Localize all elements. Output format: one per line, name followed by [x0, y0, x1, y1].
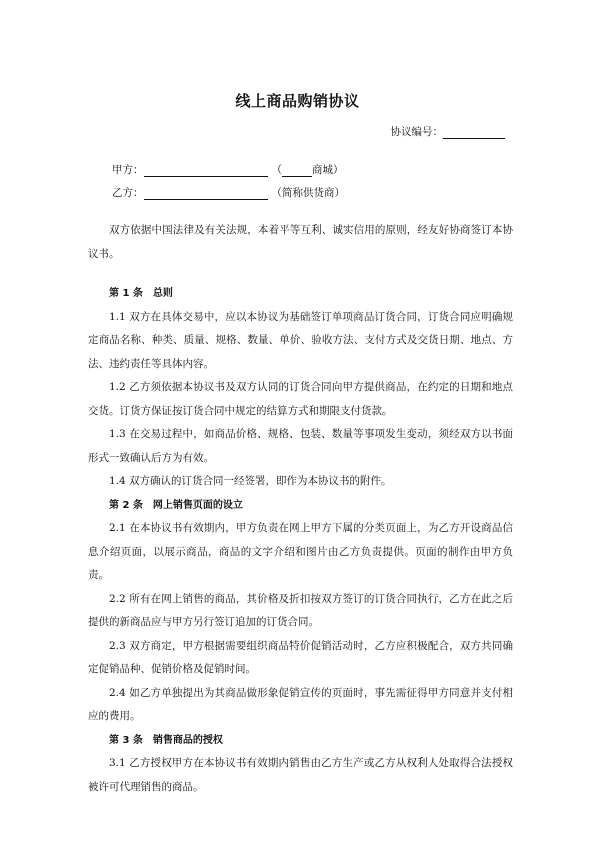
- party-b-paren: （简称供货商）: [271, 187, 345, 199]
- party-a-blank: [144, 165, 268, 177]
- section-1-paragraph: 1.4 双方确认的订货合同一经签署，即作为本协议书的附件。: [109, 475, 392, 487]
- section-1-paragraph: 1.3 在交易过程中，如商品价格、规格、包装、数量等事项发生变动，须经双方以书面形式一致确认后方为有效。: [88, 428, 513, 464]
- party-a-paren-close: 商城）: [312, 164, 344, 176]
- section-1-paragraph: 1.2 乙方须依据本协议书及双方认同的订货合同向甲方提供商品，在约定的日期和地点交货。订货方保证按订货合同中规定的结算方式和期限支付货款。: [88, 381, 513, 417]
- party-b-blank: [144, 188, 268, 200]
- party-a-paren-open: （: [271, 164, 282, 176]
- party-a-mall-blank: [282, 165, 312, 177]
- section-3-heading: 第 3 条 销售商品的授权: [109, 734, 223, 746]
- section-1-heading: 第 1 条 总则: [109, 288, 173, 299]
- document-title: 线上商品购销协议: [235, 92, 360, 110]
- section-2-paragraph: 2.2 所有在网上销售的商品，其价格及折扣按双方签订的订货合同执行，乙方在此之后提供的新商品应与甲方另行签订追加的订货合同。: [88, 592, 513, 628]
- document-body: [88, 219, 513, 799]
- party-a-label: 甲方：: [112, 164, 144, 176]
- section-2-paragraph: 2.4 如乙方单独提出为其商品做形象促销宣传的页面时，事先需征得甲方同意并支付相应的费用。: [88, 686, 513, 722]
- agreement-number-blank: [443, 127, 505, 139]
- section-1-paragraph: 1.1 双方在具体交易中，应以本协议为基础签订单项商品订货合同，订货合同应明确规定商品名称、种类、质量、规格、数量、单价、验收方法、支付方式及交货日期、地点、方法、违约责任等具体内容。: [88, 310, 513, 370]
- agreement-number-row: [391, 124, 506, 139]
- agreement-number-label: 协议编号：: [390, 126, 443, 138]
- party-b-row: [112, 185, 345, 200]
- party-a-row: [112, 162, 344, 177]
- section-2-paragraph: 2.3 双方商定，甲方根据需要组织商品特价促销活动时，乙方应积极配合，双方共同确定促销品种、促销价格及促销时间。: [88, 639, 513, 675]
- section-2-paragraph: 2.1 在本协议书有效期内，甲方负责在网上甲方下属的分类页面上，为乙方开设商品信息介绍页面，以展示商品，商品的文字介绍和图片由乙方负责提供。页面的制作由甲方负责。: [88, 522, 513, 581]
- section-3-paragraph: 3.1 乙方授权甲方在本协议书有效期内销售由乙方生产或乙方从权利人处取得合法授权被许可代理销售的商品。: [88, 757, 513, 793]
- party-b-label: 乙方：: [112, 187, 144, 199]
- section-2-heading: 第 2 条 网上销售页面的设立: [109, 499, 243, 511]
- intro-paragraph: 双方依据中国法律及有关法规，本着平等互利、诚实信用的原则，经友好协商签订本协议书。: [88, 224, 513, 260]
